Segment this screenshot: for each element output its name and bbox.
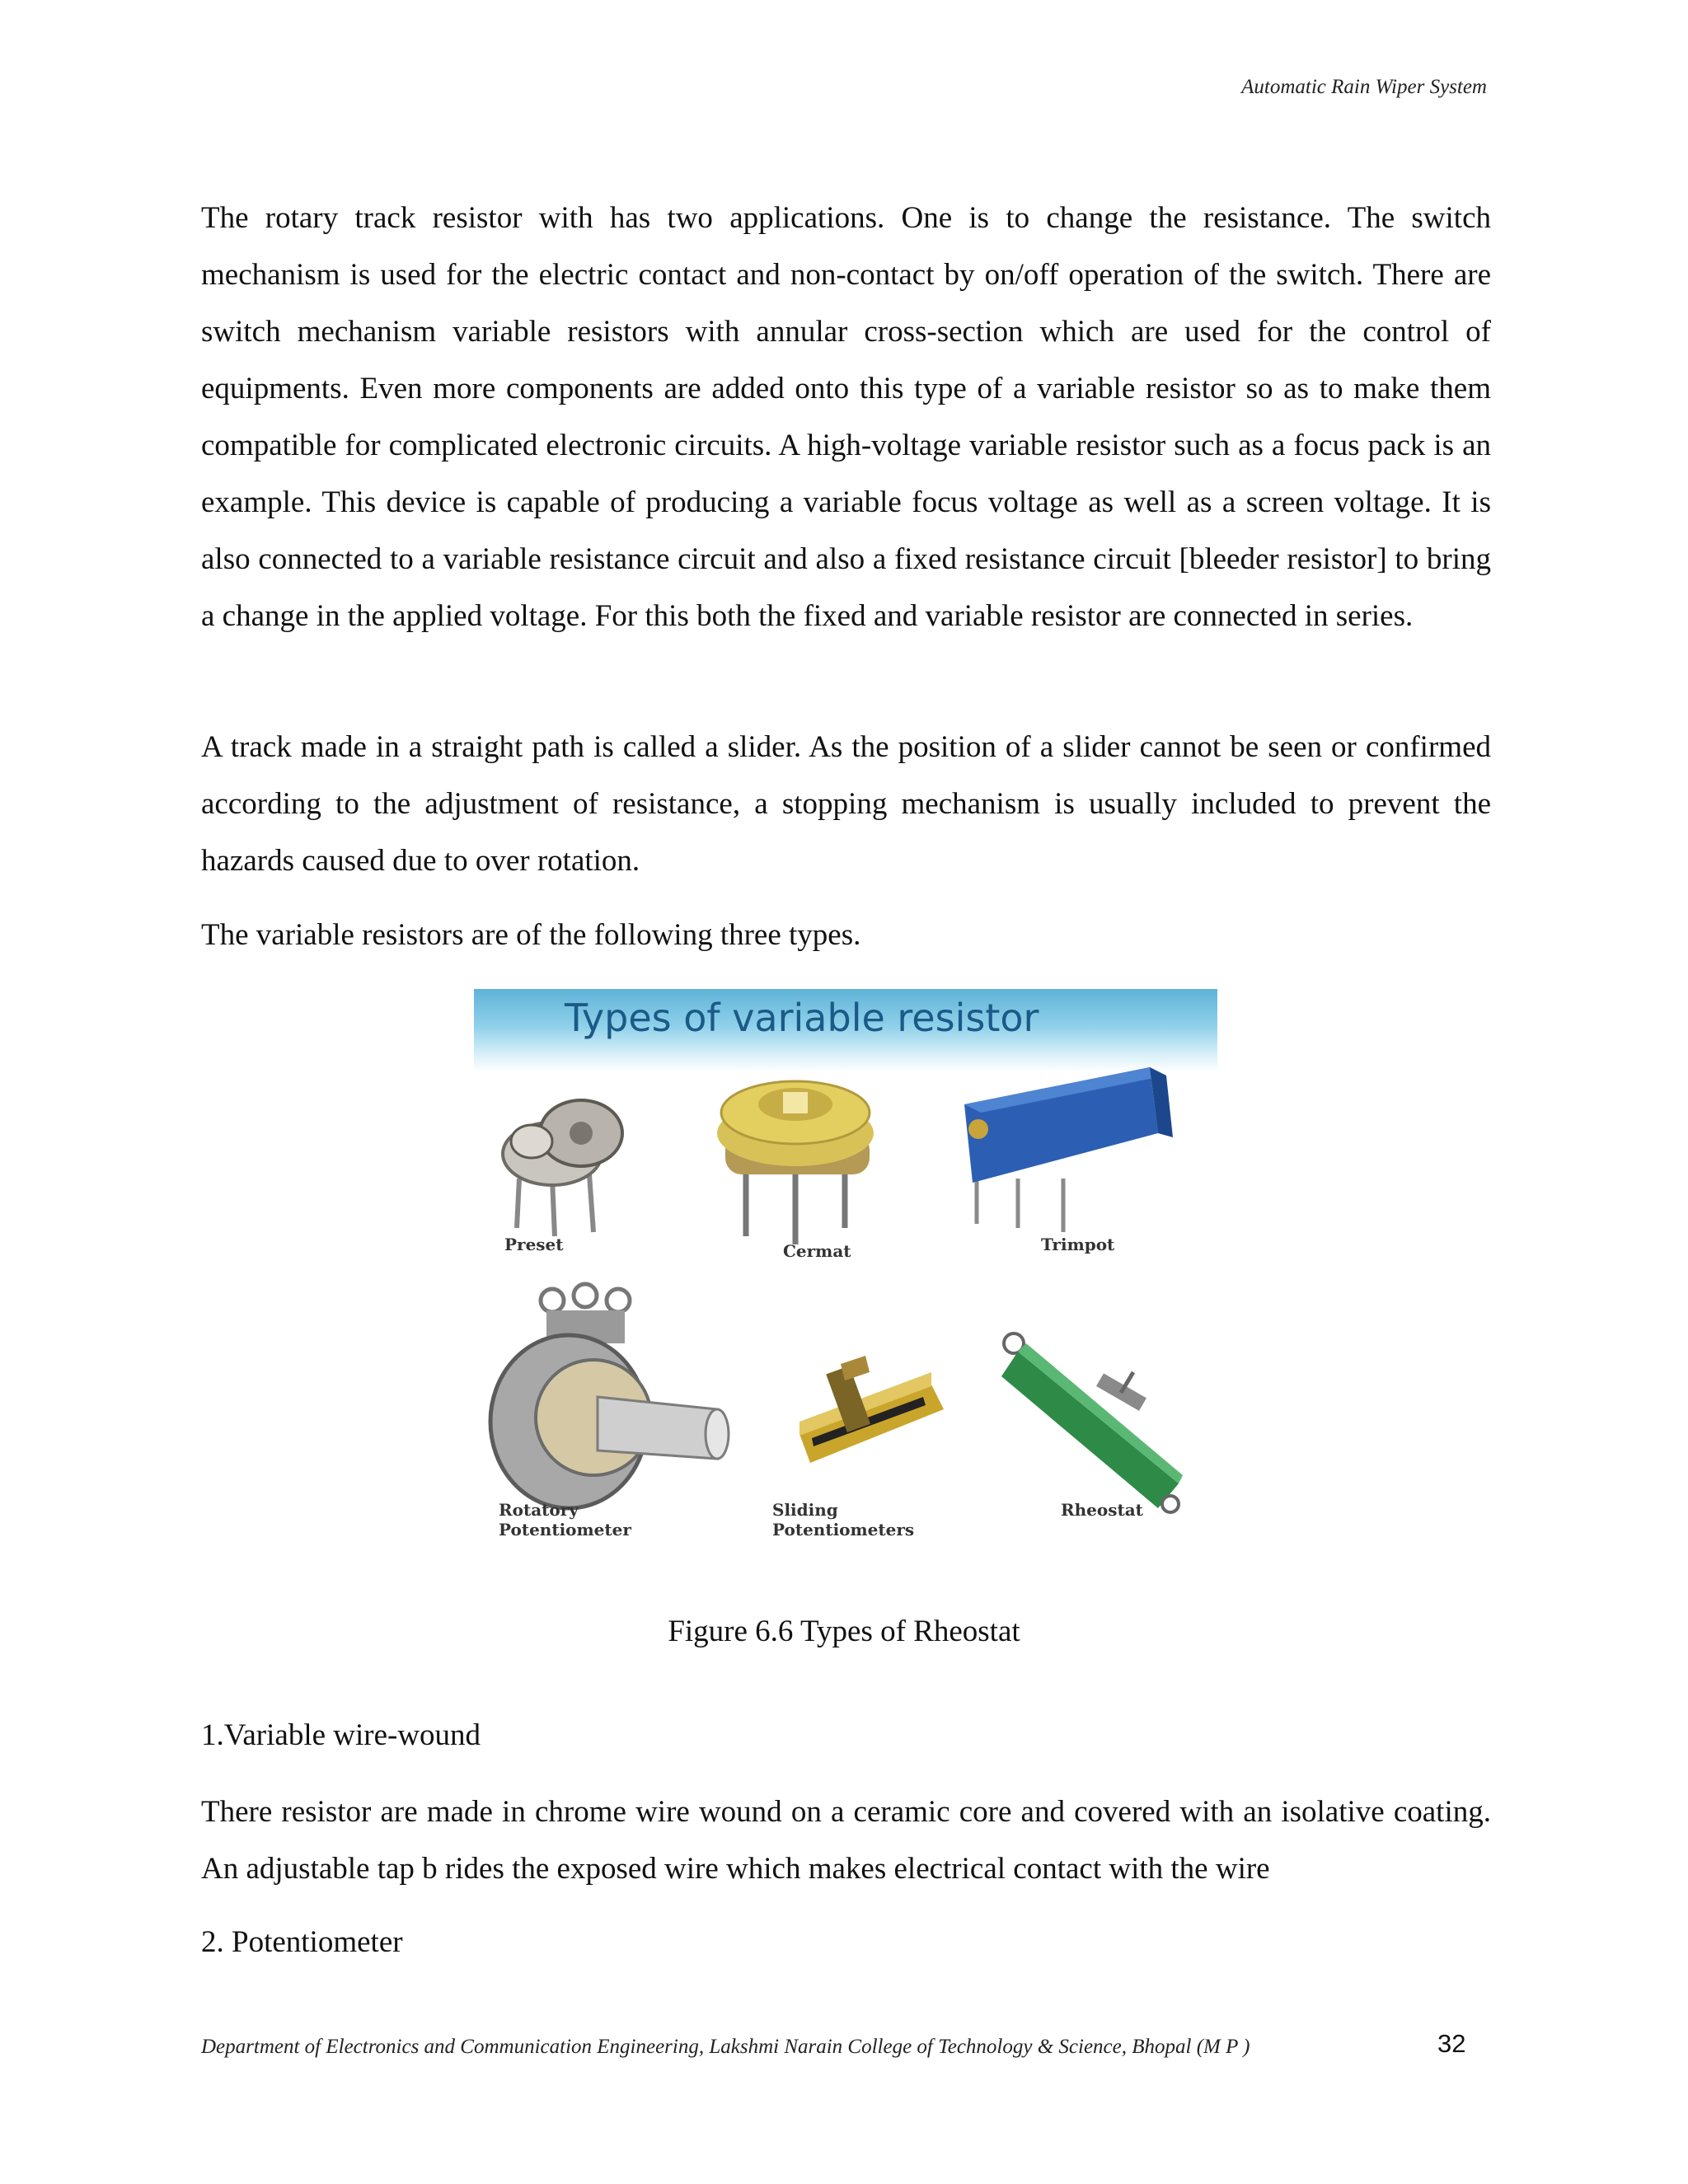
label-rheostat: Rheostat bbox=[1061, 1500, 1143, 1520]
rotary-potentiometer-illustration bbox=[490, 1284, 729, 1508]
heading-potentiometer: 2. Potentiometer bbox=[201, 1925, 403, 1959]
figure-title: Types of variable resistor bbox=[565, 996, 1039, 1040]
paragraph-wire-wound: There resistor are made in chrome wire wound on a ceramic core and covered with an isolative coating. An adjustable tap b rides the exposed wire which makes electrical contact with the wire bbox=[201, 1795, 1491, 1886]
paragraph-slider: A track made in a straight path is called a slider. As the position of a slider cannot be seen or confirmed according to the adjustment of resistance, a stopping mechanism is usually included to prevent the hazards caused due to over rotation. bbox=[201, 730, 1491, 878]
running-header: Automatic Rain Wiper System bbox=[1241, 76, 1487, 98]
label-rotary-line2: Potentiometer bbox=[499, 1520, 631, 1540]
cermat-illustration bbox=[717, 1081, 874, 1244]
label-sliding-line1: Sliding bbox=[772, 1500, 838, 1520]
rheostat-illustration bbox=[1001, 1333, 1183, 1512]
paragraph-types-intro: The variable resistors are of the following three types. bbox=[201, 918, 861, 952]
sliding-potentiometer-illustration bbox=[799, 1356, 944, 1463]
figure-variable-resistor-types bbox=[474, 989, 1217, 1582]
figure-illustrations bbox=[474, 989, 1217, 1582]
label-sliding-line2: Potentiometers bbox=[772, 1520, 915, 1540]
heading-variable-wire-wound: 1.Variable wire-wound bbox=[201, 1718, 481, 1752]
label-preset: Preset bbox=[504, 1235, 564, 1254]
label-trimpot: Trimpot bbox=[1041, 1235, 1115, 1254]
paragraph-rotary-track: The rotary track resistor with has two applications. One is to change the resistance. The switch mechanism is used for the electric contact and non-contact by on/off operation of the switch. There are switch mechanism variable resistors with annular cross-section which are used for the control of equipments. Even more components are added onto this type of a variable resistor so as to make them compatible for complicated electronic circuits. A high-voltage variable resistor such as a focus pack is an example. This device is capable of producing a variable focus voltage as well as a screen voltage. It is also connected to a variable resistance circuit and also a fixed resistance circuit [bleeder resistor] to bring a change in the applied voltage. For this both the fixed and variable resistor are connected in series. bbox=[201, 201, 1491, 633]
page-footer: Department of Electronics and Communication Engineering, Lakshmi Narain College of Technology & Science, Bhopal (M P ) bbox=[201, 2036, 1250, 2058]
label-rotary-line1: Rotatory bbox=[499, 1500, 579, 1520]
preset-illustration bbox=[503, 1100, 622, 1236]
label-sliding-potentiometers bbox=[772, 1500, 914, 1540]
figure-caption: Figure 6.6 Types of Rheostat bbox=[668, 1615, 1020, 1648]
trimpot-illustration bbox=[964, 1067, 1173, 1232]
page-number: 32 bbox=[1437, 2029, 1466, 2058]
label-rotary-potentiometer bbox=[499, 1500, 631, 1540]
label-cermat: Cermat bbox=[783, 1241, 851, 1261]
